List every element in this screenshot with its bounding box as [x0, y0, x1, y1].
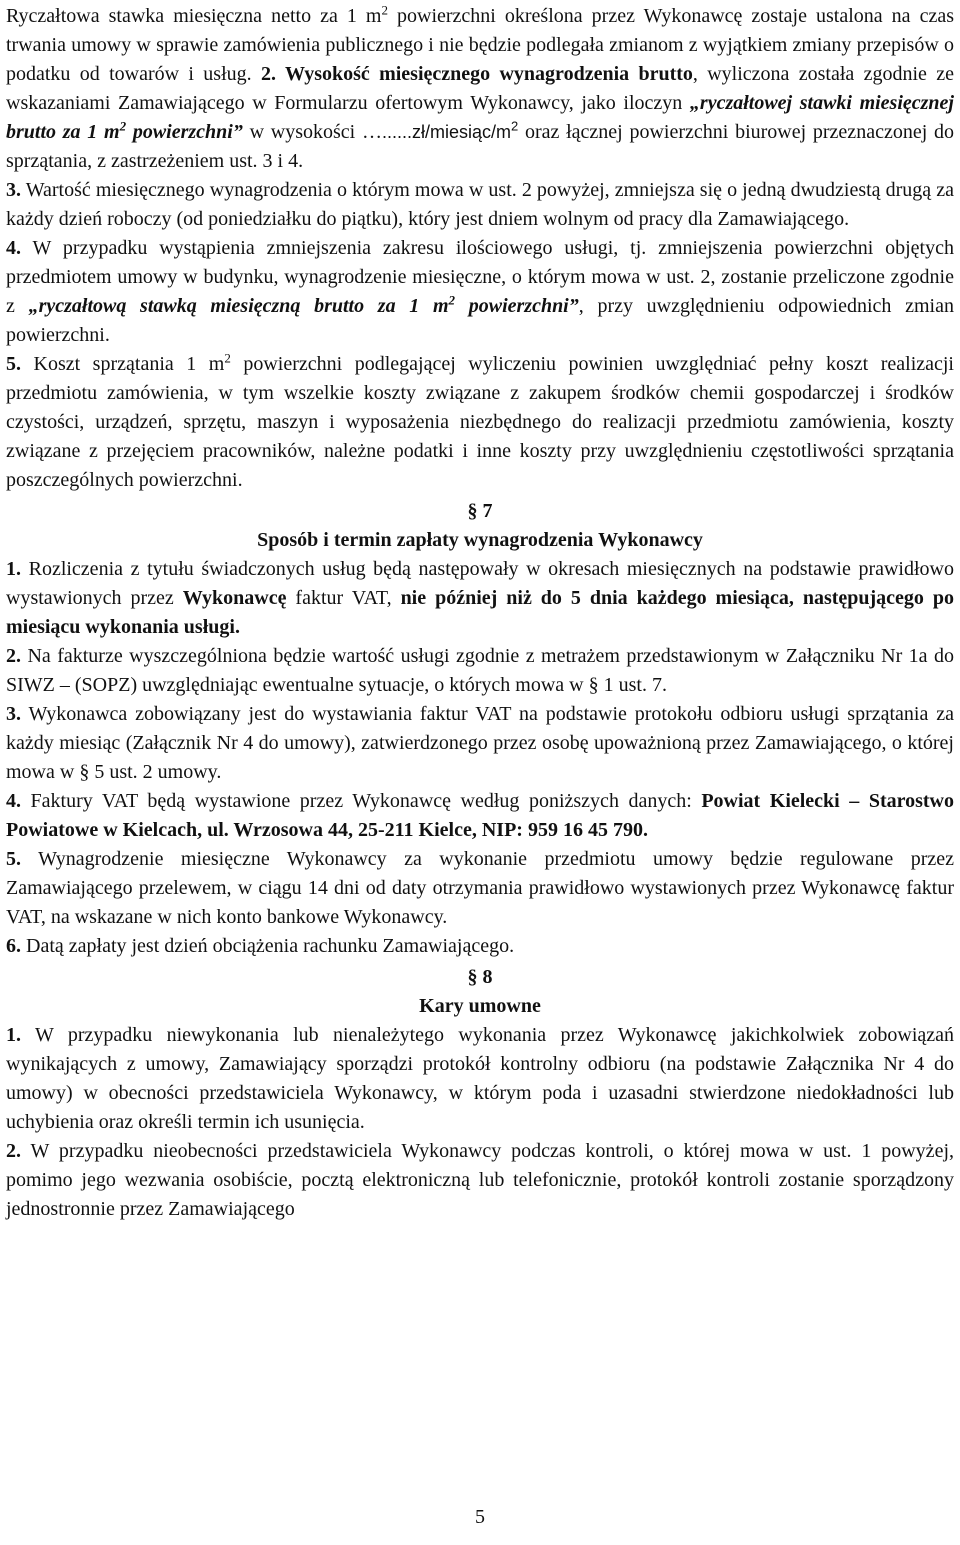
text-run: W przypadku niewykonania lub nienależytego wykonania przez Wykonawcę jakichkolwiek zobowiązań wynikających z umowy, Zamawiający sporządzi protokół kontrolny odbioru (na podstawie Załącznika Nr 4 do umowy) w obecności przedstawiciela Wykonawcy, w którym poda i uzasadni stwierdzone niedokładności lub uchybienia oraz określi termin ich usunięcia.	[6, 1024, 954, 1133]
text-run: , przy uwzględnieniu odpowiednich zmian powierzchni.	[6, 295, 954, 346]
section-8-paragraph-1	[6, 1021, 954, 1137]
page-number: 5	[475, 1506, 485, 1528]
text-run: Datą zapłaty jest dzień obciążenia rachunku Zamawiającego.	[21, 935, 515, 957]
section-7-paragraph-6	[6, 932, 954, 961]
section-7-title: Sposób i termin zapłaty wynagrodzenia Wykonawcy	[257, 529, 703, 551]
paragraph-3-reduction	[6, 176, 954, 234]
text-run: 2. Wysokość miesięcznego wynagrodzenia brutto	[260, 63, 693, 85]
text-run: 2	[224, 350, 231, 366]
section-7-number: § 7	[467, 500, 493, 522]
paragraph-5-cost	[6, 350, 954, 495]
text-run: powierzchni podlegającej wyliczeniu powinien uwzględniać pełny koszt realizacji przedmiotu zamówienia, w tym wszelkie koszty związane z zakupem środków chemii gospodarczej i środków czystości, urządzeń, sprzętu, maszyn i wyposażenia niezbędnego do realizacji przedmiotu zamówienia, koszty związane z przejęciem pracowników, należne podatki i inne koszty przy uwzględnieniu częstotliwości sprzątania poszczególnych powierzchni.	[6, 353, 954, 491]
text-run: powierzchni”	[126, 121, 243, 143]
text-run: W przypadku nieobecności przedstawiciela Wykonawcy podczas kontroli, o której mowa w ust. 1 powyżej, pomimo jego wezwania osobiście, pocztą elektroniczną lub telefonicznie, protokół kontroli zostanie sporządzony jednostronnie przez Zamawiającego	[6, 1140, 954, 1220]
section-7-paragraph-1	[6, 555, 954, 642]
section-8-title: Kary umowne	[419, 995, 541, 1017]
text-run: 1.	[6, 558, 21, 580]
text-run: 2	[381, 2, 388, 18]
paragraph-4-scope-reduction	[6, 234, 954, 350]
text-run: 2	[510, 118, 519, 134]
text-run: Na fakturze wyszczególniona będzie wartość usługi zgodnie z metrażem przedstawionym w Załączniku Nr 1a do SIWZ – (SOPZ) uwzględniając ewentualne sytuacje, o których mowa w § 1 ust. 7.	[6, 645, 954, 696]
text-run: ......zł/miesiąc/m	[381, 122, 511, 142]
paragraph-rate-and-remuneration	[6, 2, 954, 176]
section-7-paragraph-2	[6, 642, 954, 700]
text-run: 4.	[6, 790, 21, 812]
section-7-paragraph-5	[6, 845, 954, 932]
text-run: 3.	[6, 179, 21, 201]
text-run: 5.	[6, 353, 21, 375]
text-run: Wykonawcę	[182, 587, 287, 609]
text-run: Ryczałtowa stawka miesięczna netto za 1 m	[6, 5, 382, 27]
text-run: „ryczałtowej stawki miesięcznej brutto za 1 m	[6, 92, 954, 143]
text-run: 2	[448, 292, 456, 308]
text-run: oraz łącznej powierzchni biurowej przeznaczonej do sprzątania, z zastrzeżeniem ust. 3 i 4.	[6, 121, 954, 172]
text-run: 2.	[6, 1140, 21, 1162]
text-run: 5.	[6, 848, 21, 870]
section-7-paragraph-4	[6, 787, 954, 845]
text-run: 2	[119, 118, 127, 134]
text-run: w wysokości …	[242, 121, 382, 143]
section-7-paragraph-3	[6, 700, 954, 787]
text-run: „ryczałtową stawką miesięczną brutto za 1 m	[28, 295, 449, 317]
text-run: 4.	[6, 237, 21, 259]
text-run: powierzchni określona przez Wykonawcę zostaje ustalona na czas trwania umowy w sprawie zamówienia publicznego i nie będzie podlegała zmianom z wyjątkiem zmiany przepisów o podatku od towarów i usług.	[6, 5, 955, 85]
text-run: , wyliczona została zgodnie ze wskazaniami Zamawiającego w Formularzu ofertowym Wykonawcy, jako iloczyn	[6, 63, 955, 114]
text-run: Wykonawca zobowiązany jest do wystawiania faktur VAT na podstawie protokołu odbioru usługi sprzątania za każdy miesiąc (Załącznik Nr 4 do umowy), zatwierdzonego przez osobę upoważnioną przez Zamawiającego, o której mowa w § 5 ust. 2 umowy.	[6, 703, 954, 783]
text-run: W przypadku wystąpienia zmniejszenia zakresu ilościowego usługi, tj. zmniejszenia powierzchni objętych przedmiotem umowy w budynku, wynagrodzenie miesięczne, o którym mowa w ust. 2, zostanie przeliczone zgodnie z	[6, 237, 954, 317]
text-run: Koszt sprzątania 1 m	[21, 353, 225, 375]
text-run: nie później niż do 5 dnia każdego miesiąca, następującego po miesiącu wykonania usługi.	[6, 587, 955, 638]
text-run: faktur VAT,	[286, 587, 401, 609]
text-run: 1.	[6, 1024, 21, 1046]
text-run: Faktury VAT będą wystawione przez Wykonawcę według poniższych danych:	[21, 790, 702, 812]
text-run: Rozliczenia z tytułu świadczonych usług będą następowały w okresach miesięcznych na podstawie prawidłowo wystawionych przez	[6, 558, 954, 609]
text-run: Wartość miesięcznego wynagrodzenia o którym mowa w ust. 2 powyżej, zmniejsza się o jedną dwudziestą drugą za każdy dzień roboczy (od poniedziałku do piątku), który jest dniem wolnym od pracy dla Zamawiającego.	[6, 179, 954, 230]
text-run: Wynagrodzenie miesięczne Wykonawcy za wykonanie przedmiotu umowy będzie regulowane przez Zamawiającego przelewem, w ciągu 14 dni od daty otrzymania prawidłowo wystawionych przez Wykonawcę faktur VAT, na wskazane w nich konto bankowe Wykonawcy.	[6, 848, 954, 928]
text-run: 6.	[6, 935, 21, 957]
text-run: 3.	[6, 703, 21, 725]
section-8-paragraph-2	[6, 1137, 954, 1224]
text-run: Powiat Kielecki – Starostwo Powiatowe w Kielcach, ul. Wrzosowa 44, 25-211 Kielce, NIP: 959 16 45 790.	[6, 790, 955, 841]
text-run: 2.	[6, 645, 21, 667]
section-8-number: § 8	[467, 966, 493, 988]
text-run: powierzchni”	[455, 295, 579, 317]
